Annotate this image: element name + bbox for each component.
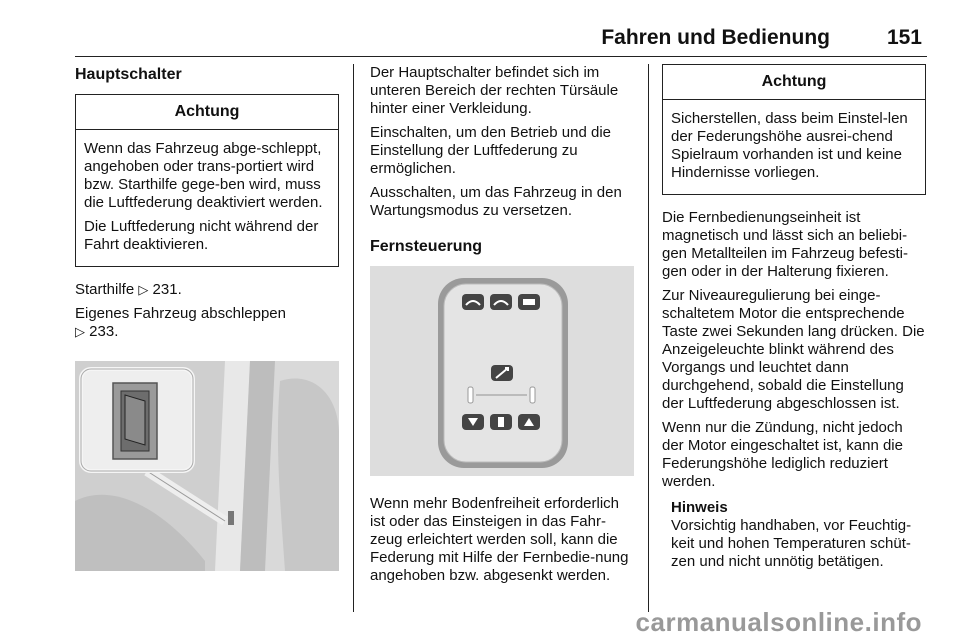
page-number: 151 — [886, 26, 922, 49]
remote-level-button — [491, 365, 513, 381]
page-reference-icon: ▷ — [75, 324, 85, 339]
reference-text: Eigenes Fahrzeug abschleppen — [75, 305, 286, 322]
paragraph-switch-on: Einschalten, um den Betrieb und die Einstellung der Luftfederung zu ermöglichen. — [370, 124, 611, 177]
paragraph-location: Der Hauptschalter befindet sich im unteren Bereich der rechten Türsäule hinter einer Verkleidung. — [370, 64, 619, 117]
page-reference-icon: ▷ — [138, 282, 149, 297]
warning-title: Achtung — [663, 65, 925, 100]
paragraph-level-control: Zur Niveauregulierung bei einge-schaltetem Motor die entsprechende Taste zwei Sekunden lang drücken. Die Anzeigeleuchte blinkt während des Vorgangs und leuchtet dann durchgehend, sobald die Einstellung der Luftfederung abgeschlossen ist. — [662, 287, 925, 412]
remote-top-buttons — [462, 294, 540, 310]
main-switch-illustration — [75, 361, 339, 576]
column-1 — [75, 64, 339, 576]
main-switch-image — [75, 361, 339, 571]
warning-paragraph-1: Wenn das Fahrzeug abge-schleppt, angehoben oder trans-portiert wird bzw. Starthilfe gege-ben wird, muss die Luftfederung deaktiviert werden. — [84, 140, 323, 211]
reference-towing[interactable] — [75, 305, 339, 341]
note-box — [671, 499, 926, 571]
paragraph-switch-off: Ausschalten, um das Fahrzeug in den Wartungsmodus zu versetzen. — [370, 184, 622, 219]
reference-page: 231. — [152, 281, 182, 298]
paragraph-ground-clearance: Wenn mehr Bodenfreiheit erforderlich ist oder das Einsteigen in das Fahr-zeug erleichtert werden soll, kann die Federung mit Hilfe der Fernbedie-nung angehoben bzw. abgesenkt werden. — [370, 495, 629, 584]
remote-bottom-buttons — [462, 414, 540, 430]
watermark: carmanualsonline.info — [635, 607, 922, 637]
section-heading-fernsteuerung: Fernsteuerung — [370, 238, 483, 255]
section-heading-hauptschalter: Hauptschalter — [75, 66, 182, 83]
warning-paragraph-1: Sicherstellen, dass beim Einstel-len der Federungshöhe ausrei-chend Spielraum vorhanden ist und keine Hindernisse vorliegen. — [671, 110, 908, 181]
column-divider-2 — [648, 64, 649, 612]
warning-box — [75, 94, 339, 267]
note-title: Hinweis — [671, 499, 728, 516]
remote-control-illustration — [370, 266, 634, 481]
paragraph-remote-magnetic: Die Fernbedienungseinheit ist magnetisch und lässt sich an beliebi-gen Metallteilen im Fahrzeug befesti-gen oder in der Halterung fixieren. — [662, 209, 908, 280]
reference-page: 233. — [89, 323, 119, 340]
paragraph-ignition-only: Wenn nur die Zündung, nicht jedoch der Motor eingeschaltet ist, kann die Federungshöhe lediglich reduziert werden. — [662, 419, 903, 490]
column-divider-1 — [353, 64, 354, 612]
warning-box — [662, 64, 926, 195]
warning-title: Achtung — [76, 95, 338, 130]
column-2 — [370, 64, 634, 591]
warning-paragraph-2: Die Luftfederung nicht während der Fahrt deaktivieren. — [84, 218, 319, 253]
note-text: Vorsichtig handhaben, vor Feuchtig-keit und hohen Temperaturen schüt-zen und nicht unnötig betätigen. — [671, 517, 912, 570]
reference-jump-start[interactable] — [75, 281, 339, 299]
column-3 — [662, 64, 926, 571]
reference-text: Starthilfe — [75, 281, 135, 298]
page-header-title: Fahren und Bedienung — [601, 26, 830, 49]
remote-control-image — [370, 266, 634, 476]
header-divider — [75, 56, 927, 57]
